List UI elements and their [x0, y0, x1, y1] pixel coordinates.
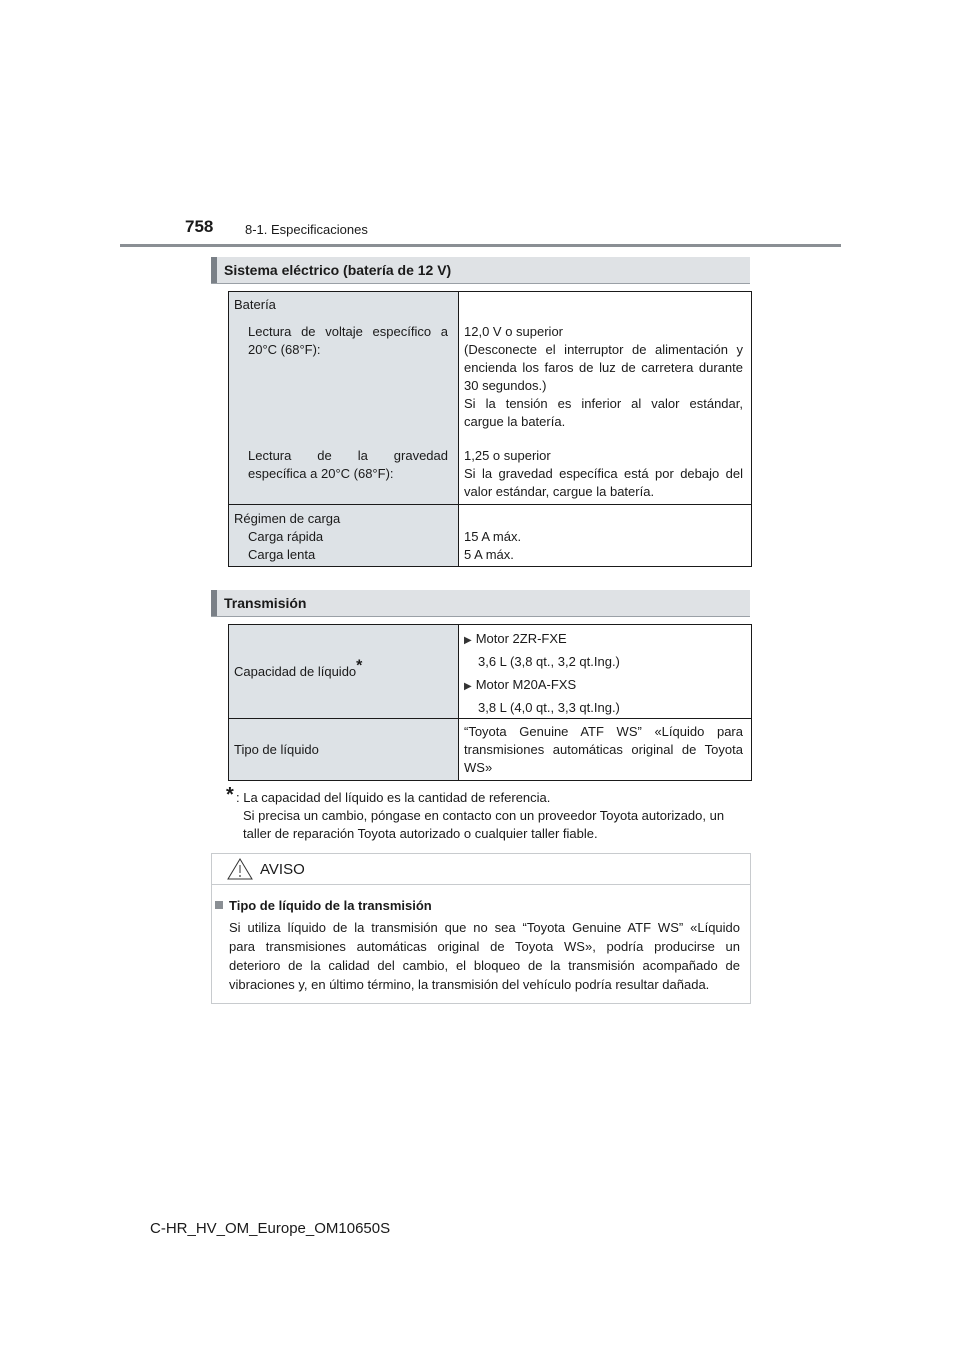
asterisk-marker: *: [356, 657, 363, 675]
triangle-bullet-icon: ▶: [464, 635, 472, 646]
footnote-line1: : La capacidad del líquido es la cantidad de referencia.: [236, 790, 551, 805]
square-bullet-icon: [215, 901, 223, 909]
engine-2-row: ▶ Motor M20A-FXS: [464, 677, 577, 692]
transmission-title: Transmisión: [224, 595, 307, 611]
battery-label: Batería: [234, 297, 276, 312]
notice-body: Si utiliza líquido de la transmisión que no sea “Toyota Genuine ATF WS” «Líquido para transmisiones automáticas original de Toyota WS», podría producirse un deterioro de la calidad del cambio, el bloqueo de la transmisión acompañado de vibraciones y, en último término, la transmisión del vehículo podría resultar dañada.: [229, 920, 740, 992]
footnote-marker: *: [226, 784, 234, 806]
heading-bar: [211, 590, 217, 616]
battery-values-cell: [459, 292, 752, 505]
fast-charge-label: Carga rápida: [248, 529, 324, 544]
footnote-line2: Si precisa un cambio, póngase en contacto con un proveedor Toyota autorizado, un: [243, 808, 725, 823]
voltage-label-line2: 20°C (68°F):: [248, 342, 321, 357]
triangle-bullet-icon: ▶: [464, 681, 472, 692]
gravity-label-line2: específica a 20°C (68°F):: [248, 466, 394, 481]
footnote-line3: taller de reparación Toyota autorizado o cualquier taller fiable.: [243, 826, 598, 841]
notice-box: [211, 853, 751, 1004]
fast-charge-value: 15 A máx.: [464, 529, 522, 544]
warning-triangle-icon: [227, 858, 253, 880]
capacity-values-cell: [459, 625, 752, 719]
charge-label: Régimen de carga: [234, 511, 341, 526]
charge-label-cell: [229, 505, 459, 567]
fluid-type-values: “Toyota Genuine ATF WS” «Líquido para transmisiones automáticas original de Toyota WS»: [464, 724, 743, 775]
gravity-values: 1,25 o superior Si la gravedad específica está por debajo del valor estándar, cargue la batería.: [464, 448, 743, 499]
capacity-label: Capacidad de líquido*: [234, 657, 363, 679]
slow-charge-value: 5 A máx.: [464, 547, 514, 562]
heading-bar: [211, 257, 217, 283]
electrical-section-heading: [211, 257, 750, 283]
page-number: 758: [185, 217, 214, 236]
notice-title: AVISO: [260, 861, 305, 878]
fluid-type-label: Tipo de líquido: [234, 742, 319, 757]
header-divider: [120, 244, 841, 247]
fluid-type-values-cell: [459, 719, 752, 781]
notice-heading: Tipo de líquido de la transmisión: [215, 897, 432, 915]
engine-2-value: 3,8 L (4,0 qt., 3,3 qt.Ing.): [478, 700, 620, 715]
transmission-table: [228, 624, 752, 781]
engine-1-value: 3,6 L (3,8 qt., 3,2 qt.Ing.): [478, 654, 620, 669]
gravity-label-line1: Lectura de la gravedad: [248, 448, 448, 463]
slow-charge-label: Carga lenta: [248, 547, 316, 562]
electrical-table: [228, 291, 752, 567]
fluid-type-label-cell: [229, 719, 459, 781]
voltage-values: 12,0 V o superior (Desconecte el interruptor de alimentación y encienda los faros de luz de carretera durante 30 segundos.) Si la tensión es inferior al valor estándar, cargue la batería.: [464, 324, 743, 429]
battery-label-cell: [229, 292, 459, 505]
voltage-label-line1: Lectura de voltaje específico a: [248, 324, 448, 339]
electrical-title: Sistema eléctrico (batería de 12 V): [224, 262, 452, 278]
capacity-label-cell: [229, 625, 459, 719]
transmission-section-heading: [211, 590, 750, 616]
charge-values-cell: [459, 505, 752, 567]
document-code: C-HR_HV_OM_Europe_OM10650S: [150, 1220, 391, 1237]
engine-1-row: ▶ Motor 2ZR-FXE: [464, 631, 567, 646]
section-title: 8-1. Especificaciones: [245, 222, 368, 237]
